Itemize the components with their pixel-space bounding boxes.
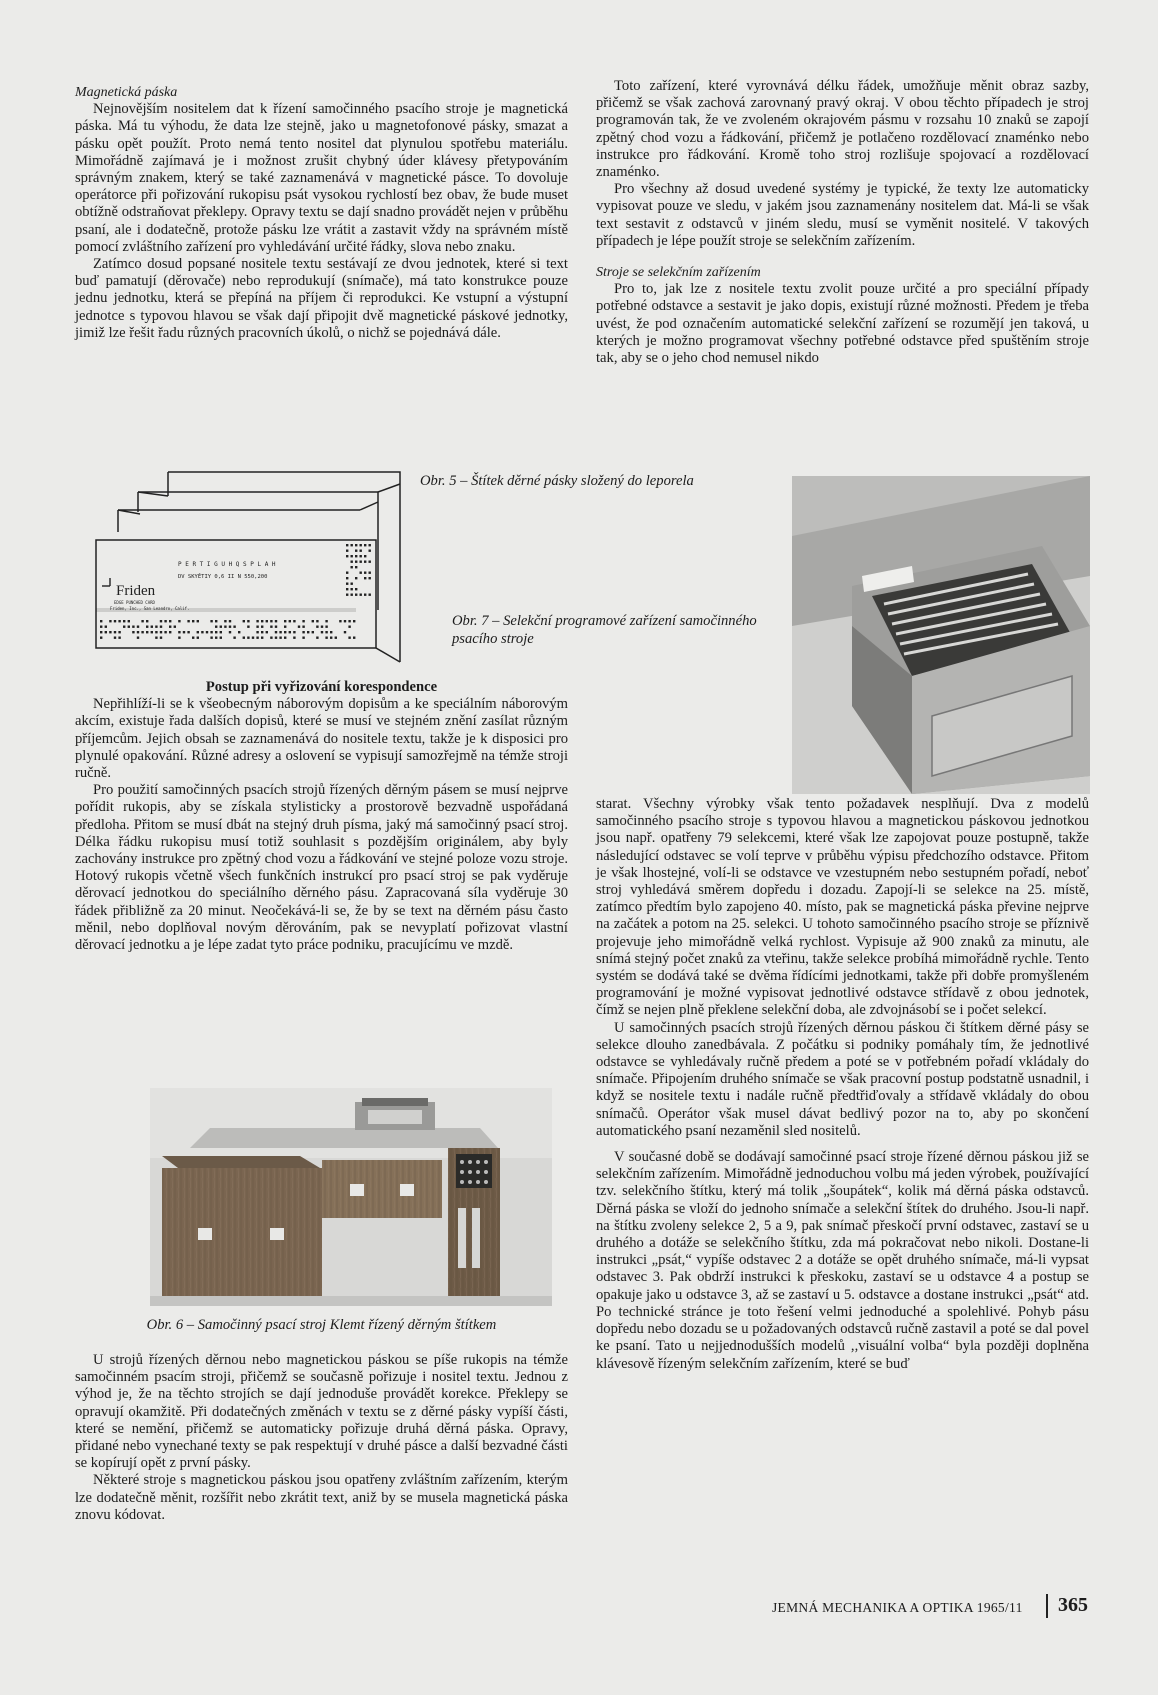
left-column-top — [75, 84, 568, 342]
journal-footer: JEMNÁ MECHANIKA A OPTIKA 1965/11 — [772, 1600, 1023, 1615]
footer-divider — [1046, 1594, 1048, 1618]
paragraph: U samočinných psacích strojů řízených děrnou páskou či štítkem děrné pásy se selekce dlouho zanedbávala. Z počátku si podniky pomáhaly tím, že jednotlivé odstavce se vyhledávaly ručně předem a poté se v potřebném pořadí vkládaly do snímače. Připojením druhého snímače se však pracovní postup podstatně usnadnil, i když se nositele textu i nadále ručně předtřiďovaly a střídavě vkládaly do obou snímačů. Operátor však musel dávat bedlivý pozor na to, aby po skončení automatického psaní nezaměnil sled nositelů. — [596, 1019, 1089, 1139]
paragraph: U strojů řízených děrnou nebo magnetickou páskou se píše rukopis na témže samočinném psacím stroji, přičemž se současně pořizuje i nositel textu. Jednou z výhod je, že na těchto strojích se dají jednoduše provádět korekce. Překlepy se opravují okamžitě. Při dodatečných změnách v textu se z děrné pásky vypíší části, které se nemění, přičemž se automaticky pořizuje druhá děrná páska. Opravy, přidané nebo vynechané texty se pak respektují v druhé pásce a další bezvadné části se kopírují opět z první pásky. — [75, 1352, 568, 1472]
paragraph: starat. Všechny výrobky však tento požadavek nesplňují. Dva z modelů samočinného psacího stroje s typovou hlavou a magnetickou páskovou jednotkou jsou např. opatřeny 79 selekcemi, které však lze zapojovat pouze postupně, takže následující odstavec se volí teprve v průběhu výpisu předchozího odstavce. Přitom je však lhostejné, volí-li se odstavce ve vzestupném nebo sestupném pořadí, neboť stroj vyhledává směrem dopředu i dozadu. Zapojí-li se selekce na 25. místě, zatímco předtím bylo zapojeno 40. místo, pak se magnetická páska převine nejprve na začátek a potom na 25. selekci. U tohoto samočinného psacího stroje se příznivě projevuje jeho mimořádně velká rychlost. Vypisuje až 900 znaků za minutu, ale snímá stejný počet znaků za vteřinu, takže selekce probíhá mimořádně rychle. Tento systém se dodává také se dvěma řídícími jednotkami, takže při dobře promyšleném programování je možné vypisovat jednotlivé odstavce střídavě z obou jednotek, čímž se nejen plně překlene selekční doba, ale zdvojnásobí se i počet selekcí. — [596, 796, 1089, 1019]
paragraph: Toto zařízení, které vyrovnává délku řádek, umožňuje měnit obraz sazby, přičemž se však zachová zarovnaný pravý okraj. V obou těchto případech je stroj programován tak, že ve zvoleném okrajovém pásmu v rozsahu 10 znaků se zapojí zpětný chod vozu a řádkování, přičemž je potlačeno rozdělovací znaménko nebo instrukce pro řádkování. Kromě toho stroj rozlišuje spojovací a rozdělovací znaménko. — [596, 78, 1089, 181]
paragraph: Pro to, jak lze z nositele textu zvolit pouze určité a pro speciální případy potřebné odstavce a sestavit je jako dopis, existují různé možnosti. Předem je třeba uvést, že pod označením automatické selekční zařízení se rozumějí jen taková, u kterých je možno programovat všechny potřebné odstavce před spuštěním stroje tak, aby se o jeho chod nemusel nikdo — [596, 281, 1089, 367]
left-column-bottom — [75, 1352, 568, 1524]
figure-6-photo-klemt-typewriter — [150, 1088, 552, 1306]
friden-logo: Friden — [116, 583, 156, 599]
section-heading-magnetic-tape: Magnetická páska — [75, 85, 178, 100]
figure-5-caption: Obr. 5 – Štítek děrné pásky složený do leporela — [420, 473, 694, 489]
card-text-line-1: P E R T I G U H Q S P L A H — [178, 561, 276, 568]
section-heading-correspondence: Postup při vyřizování korespondence — [205, 679, 438, 695]
card-maker: Friden, Inc., San Leandro, Calif. — [110, 606, 190, 611]
paragraph: Pro všechny až dosud uvedené systémy je typické, že texty lze automaticky vypisovat pouze ve sledu, v jakém jsou zaznamenány nositelem dat. Má-li se však text sestavit z odstavců v jiném sledu, musí se vyměnit nositelé. V takových případech je lépe použít stroje se selekčním zařízením. — [596, 181, 1089, 249]
figure-7-photo-selection-device — [792, 476, 1090, 794]
paragraph: Zatímco dosud popsané nositele textu sestávají ze dvou jednotek, které si text buď pamatují (děrovače) nebo reprodukují (snímače), má tato konstrukce pouze jednu jednotku, která se přepíná na příjem či reprodukci. Ke vstupní a výstupní jednotce s typovou hlavou se však dají připojit dvě magnetické páskové jednotky, jimiž lze řešit řadu různých pracovních úkolů, o nichž se pojednává dále. — [75, 256, 568, 341]
page-number: 365 — [1058, 1594, 1088, 1616]
paragraph: Některé stroje s magnetickou páskou jsou opatřeny zvláštním zařízením, kterým lze dodatečně měnit, rozšířit nebo zkrátit text, aniž by se musela magnetická páska znovu kódovat. — [75, 1472, 568, 1523]
left-column-middle — [75, 679, 568, 954]
paragraph: V současné době se dodávají samočinné psací stroje řízené děrnou páskou již se selekčním zařízením. Mimořádně jednoduchou volbu má jeden výrobek, používající tzv. selekčního štítku, který má tolik „šoupátek“, kolik má děrná páska odstavců. Děrná páska se vloží do jednoho snímače a selekční štítek do druhého. Jsou-li např. na štítku zvoleny selekce 2, 5 a 9, pak snímač přeskočí první odstavec, zastaví se u druhého a dotáže se selekčního štítku, zda má pokračovat nebo nikoli. Dostane-li instrukci „psát,“ vypíše odstavec 2 a dotáže se opět druhého snímače, má-li vypsat odstavec 3. Pak obdrží instrukci k přeskoku, zastaví se u odstavce 4 a postup se opakuje jako u odstavce 3, až se zastaví u 5. odstavce a dostane instrukci „psát“ atd. Po technické stránce je toto řešení velmi jednoduché a spolehlivé. Pohyb pásu dopředu nebo dozadu se u požadovaných odstavců ručně zastavil a poté se dal povel ke psaní. Tato u nejjednodušších modelů ,,visuální volba“ byla později doplněna klávesově řízeným selekčním zařízením, které se buď — [596, 1149, 1089, 1372]
card-text-line-2: DV SKYĚTIY 0,6 II N 550,200 — [178, 574, 268, 580]
right-column-top — [596, 78, 1089, 367]
paragraph: Nejnovějším nositelem dat k řízení samočinného psacího stroje je magnetická páska. Má tu výhodu, že data lze stejně, jako u magnetofonové pásky, smazat a pásku opět použít. Proto nemá tento nositel dat plynulou spotřebu materiálu. Mimořádně zajímavá je i možnost zrušit chybný úder klávesy přetypováním správným znakem, který se také zaznamenává v magnetické pásce. To dovoluje operátorce při pořizování rukopisu psát vysokou rychlostí bez obav, že bude muset obtížně odstraňovat překlepy. Opravy textu se dají snadno provádět nejen v průběhu psaní, ale i dodatečně, protože pásku lze vrátit a zastavit vždy na správném místě pomocí zvláštního zařízení pro vyhledávání určité řádky, slova nebo znaku. — [75, 101, 568, 255]
card-subtitle: EDGE PUNCHED CARD — [114, 600, 155, 605]
paragraph: Pro použití samočinných psacích strojů řízených děrným pásem se musí nejprve pořídit rukopis, aby se získala stylisticky a prostorově bezvadně uspořádaná předloha. Přitom se musí dbát na stejný druh písma, jaký má samočinný psací stroj. Délka řádku rukopisu musí totiž souhlasit s pozdějším originálem, aby byly zachovány instrukce pro zpětný chod vozu a řádkování ve stejné poloze vozu stroje. Hotový rukopis včetně všech funkčních instrukcí pro psací stroj se pak vyděruje děrovací jednotkou do speciálního děrného pásu. Zapracovaná síla vyděruje 30 řádek přibližně za 20 minut. Neočekává-li se, že by se text na děrném pásu často měnil, nebo doplňoval novým děrováním, pak se nevyplatí pořizovat vlastní děrovací jednotku a je lépe zadat tyto práce podniku, pracujícímu ve mzdě. — [75, 782, 568, 954]
right-column-bottom — [596, 796, 1089, 1373]
figure-7-caption: Obr. 7 – Selekční programové zařízení samočinného psacího stroje — [452, 613, 757, 647]
section-heading-selection: Stroje se selekčním zařízením — [596, 265, 761, 281]
figure-6-caption: Obr. 6 – Samočinný psací stroj Klemt řízený děrným štítkem — [146, 1317, 497, 1333]
figure-5-punched-card — [88, 470, 408, 665]
paragraph: Nepřihlíží-li se k všeobecným náborovým dopisům a ke speciálním náborovým akcím, existuje řada dalších dopisů, které se musí ve stejném znění zasílat různým příjemcům. Jejich obsah se zaznamenává do nositele textu, takže je k disposici pro plynulé opakování. Různé adresy a oslovení se vypisují samozřejmě na témže stroji ručně. — [75, 696, 568, 782]
